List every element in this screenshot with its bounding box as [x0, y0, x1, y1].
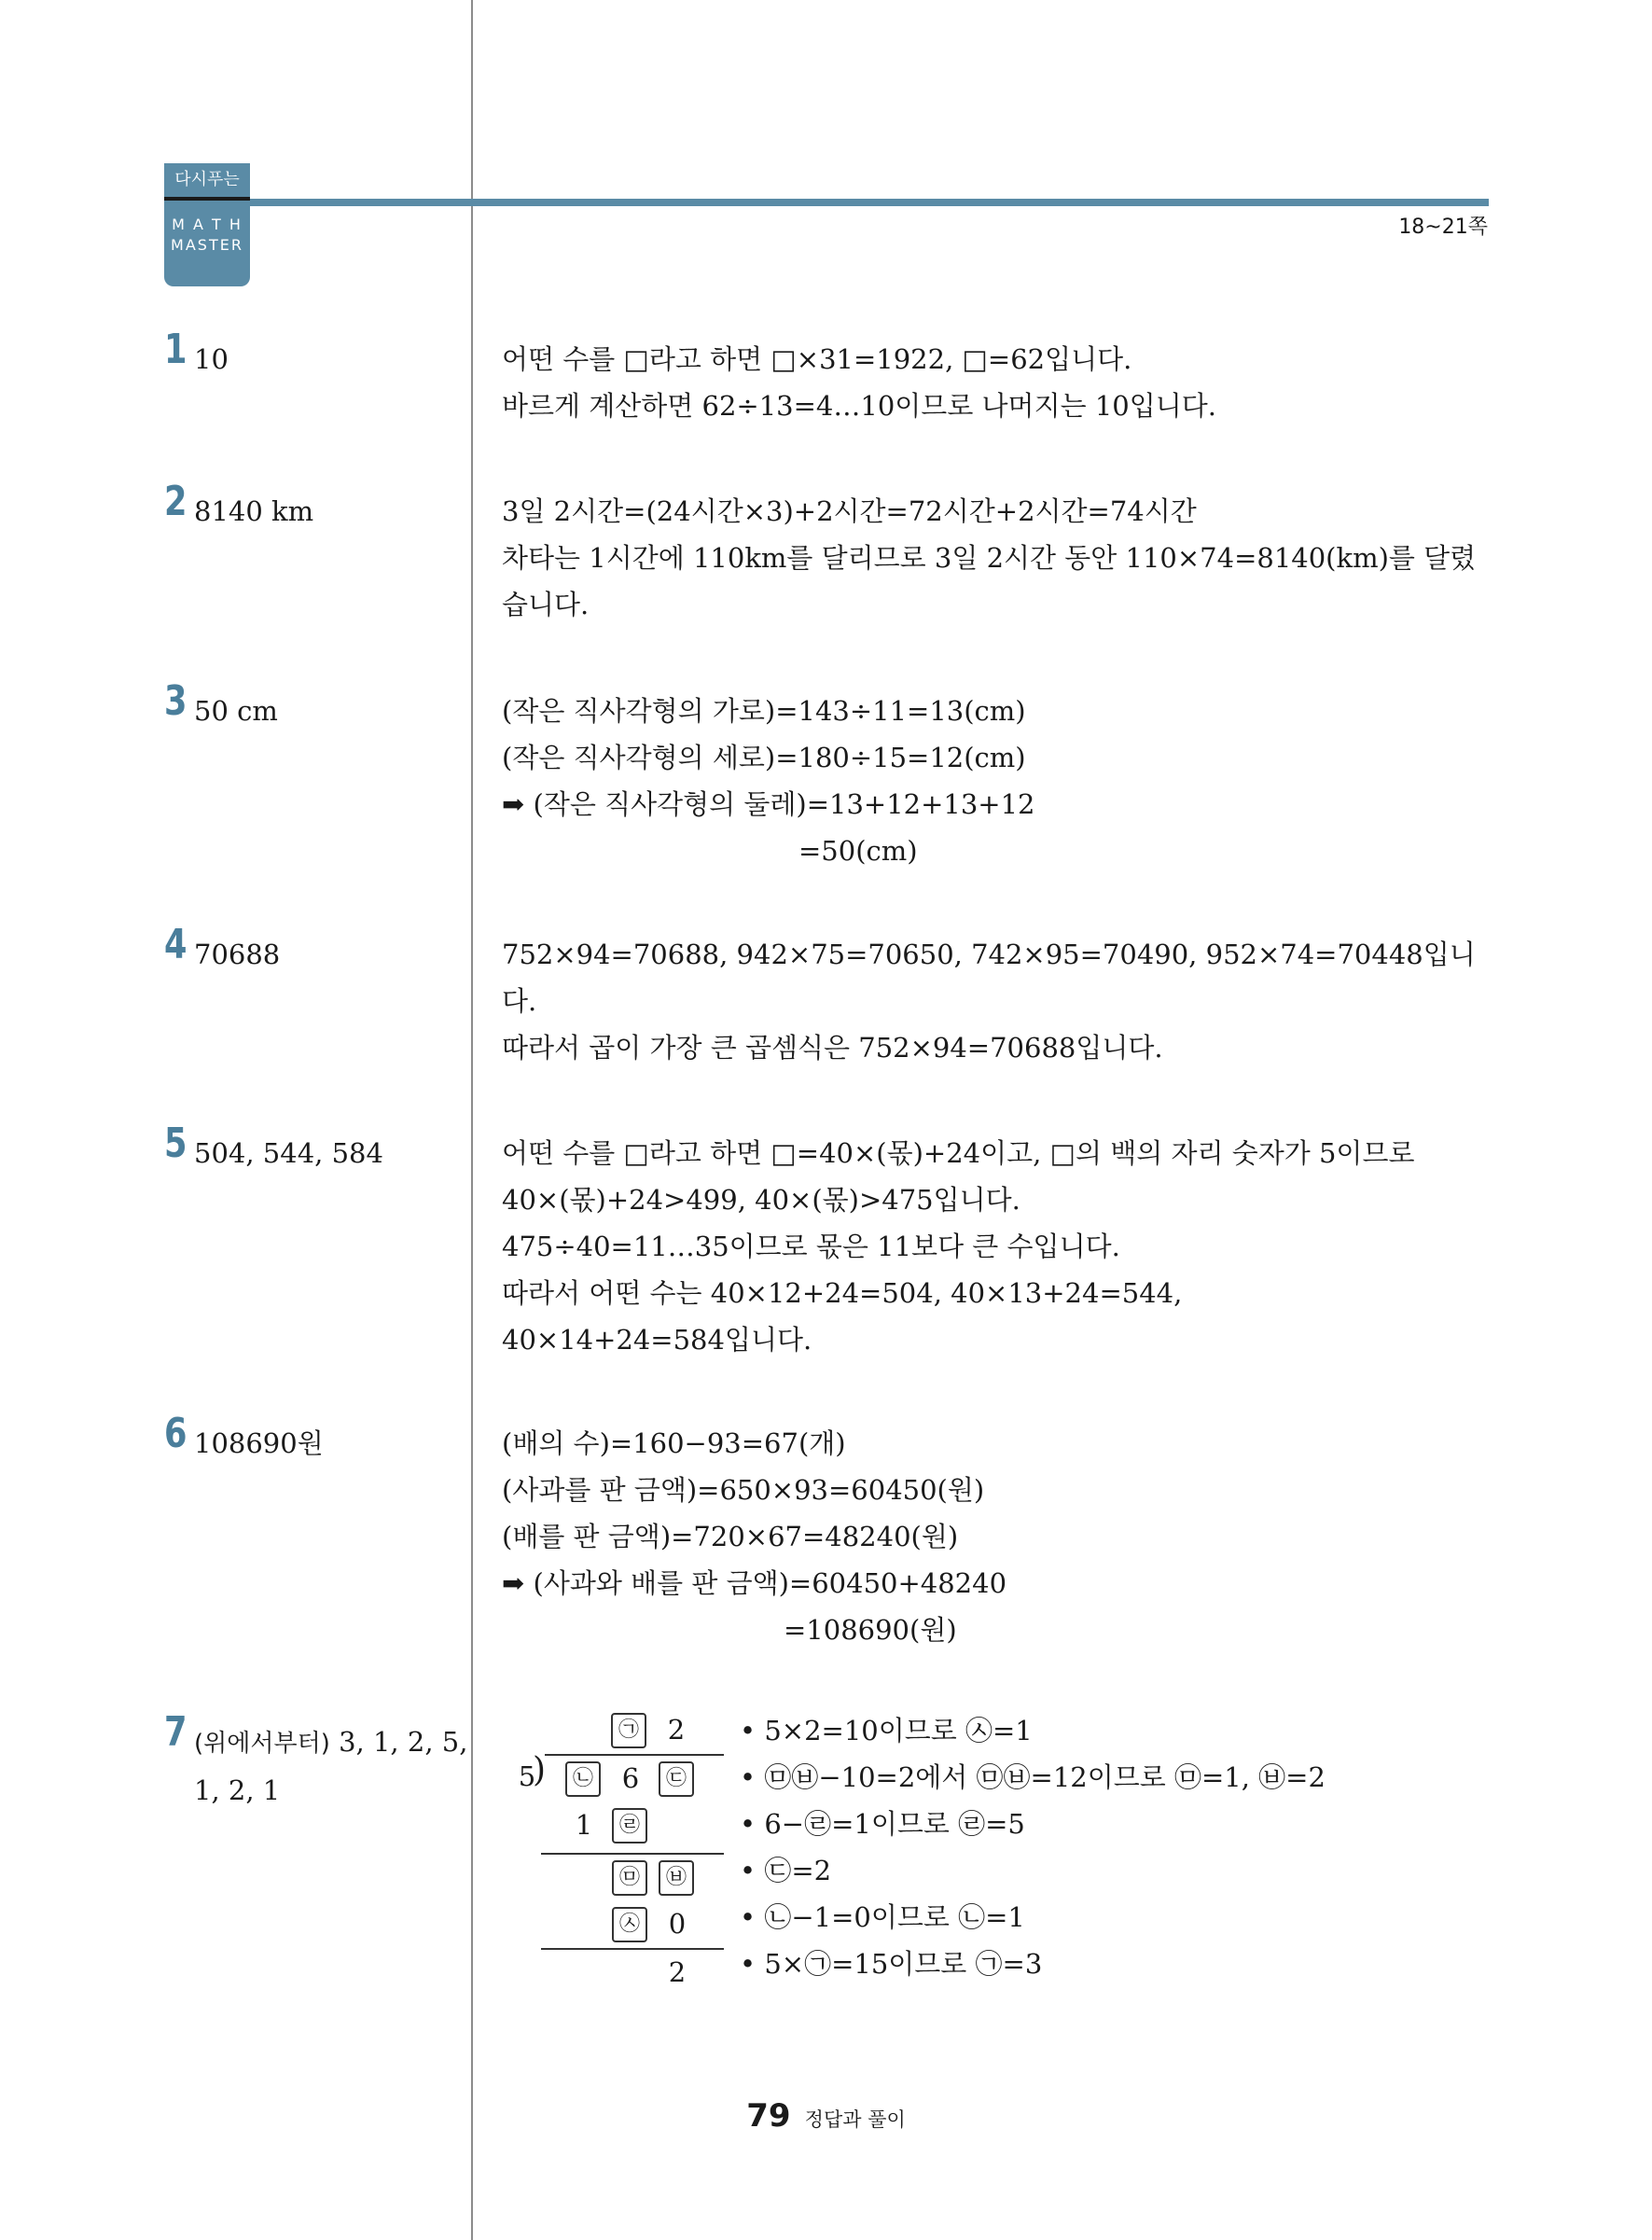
explanation-line: 따라서 곱이 가장 큰 곱셈식은 752×94=70688입니다. — [502, 1032, 1163, 1064]
explanation-line: (배의 수)=160−93=67(개) — [502, 1427, 846, 1459]
subtraction-line — [541, 1948, 724, 1950]
item-answer: 8140 km — [194, 495, 314, 527]
item-explanation — [502, 336, 1491, 429]
item-explanation — [502, 1130, 1491, 1363]
math-master-badge — [164, 206, 250, 286]
division-bracket: ) — [532, 1751, 547, 1789]
item-number: 1 — [164, 326, 187, 373]
long-division — [513, 1707, 728, 2006]
item-answer: 108690원 — [194, 1427, 324, 1459]
box-digit: ㉥ — [659, 1860, 694, 1896]
item-7-explanation — [740, 1707, 1326, 1987]
explanation-line: 차타는 1시간에 110km를 달리므로 3일 2시간 동안 110×74=8140(km)를 달렸습니다. — [502, 542, 1477, 620]
explanation-line: =50(cm) — [798, 835, 918, 867]
badge-divider — [164, 197, 250, 201]
explanation-line: 752×94=70688, 942×75=70650, 742×95=70490, 952×74=70448입니다. — [502, 939, 1476, 1017]
answer-values-2: 1, 2, 1 — [194, 1774, 281, 1806]
digit: 2 — [667, 1714, 686, 1746]
item-answer: 50 cm — [194, 695, 278, 727]
answer-values: 3, 1, 2, 5, — [339, 1726, 468, 1758]
explanation-line: 어떤 수를 □라고 하면 □=40×(몫)+24이고, □의 백의 자리 숫자가 5이므로 — [502, 1137, 1415, 1169]
digit: 1 — [575, 1809, 593, 1841]
divisor: 5 — [518, 1760, 536, 1792]
item-answer: 504, 544, 584 — [194, 1137, 383, 1169]
digit: 0 — [668, 1908, 687, 1940]
item-number: 5 — [164, 1120, 187, 1167]
badge-label: 다시푸는 — [164, 163, 250, 197]
badge-line-2: MASTER — [171, 236, 243, 254]
explanation-line: 40×(몫)+24>499, 40×(몫)>475입니다. — [502, 1184, 1020, 1216]
explanation-line: (배를 판 금액)=720×67=48240(원) — [502, 1521, 959, 1552]
explanation-line: 40×14+24=584입니다. — [502, 1324, 812, 1356]
bullet-line: • 5×㉠=15이므로 ㉠=3 — [740, 1948, 1043, 1980]
item-number: 4 — [164, 921, 187, 968]
explanation-line: ➡ (작은 직사각형의 둘레)=13+12+13+12 — [502, 788, 1035, 820]
explanation-line: (작은 직사각형의 가로)=143÷11=13(cm) — [502, 695, 1026, 727]
bullet-line: • 6−㉣=1이므로 ㉣=5 — [740, 1808, 1025, 1840]
bullet-line: • 5×2=10이므로 ㉦=1 — [740, 1715, 1033, 1746]
digit: 6 — [621, 1762, 640, 1794]
explanation-line: =108690(원) — [784, 1614, 957, 1646]
item-explanation — [502, 688, 1491, 874]
explanation-line: 어떤 수를 □라고 하면 □×31=1922, □=62입니다. — [502, 343, 1132, 375]
explanation-line: 따라서 어떤 수는 40×12+24=504, 40×13+24=544, — [502, 1277, 1183, 1309]
item-explanation — [502, 1420, 1491, 1653]
bullet-line: • ㉤㉥−10=2에서 ㉤㉥=12이므로 ㉤=1, ㉥=2 — [740, 1761, 1326, 1793]
remainder: 2 — [668, 1956, 687, 1988]
box-digit: ㉠ — [611, 1713, 646, 1748]
item-explanation — [502, 931, 1491, 1071]
box-digit: ㉣ — [612, 1808, 647, 1843]
bullet-line: • ㉢=2 — [740, 1855, 832, 1886]
item-explanation — [502, 488, 1491, 628]
explanation-line: (작은 직사각형의 세로)=180÷15=12(cm) — [502, 742, 1026, 773]
item-number: 6 — [164, 1410, 187, 1457]
footer-label: 정답과 풀이 — [804, 2108, 906, 2131]
explanation-line: 475÷40=11…35이므로 몫은 11보다 큰 수입니다. — [502, 1231, 1120, 1262]
subtraction-line — [541, 1853, 724, 1855]
explanation-line: 3일 2시간=(24시간×3)+2시간=72시간+2시간=74시간 — [502, 495, 1197, 527]
bullet-line: • ㉡−1=0이므로 ㉡=1 — [740, 1901, 1025, 1933]
item-number: 3 — [164, 677, 187, 725]
box-digit: ㉤ — [612, 1860, 647, 1896]
box-digit: ㉦ — [612, 1907, 647, 1942]
answer-prefix: (위에서부터) — [194, 1730, 330, 1758]
box-digit: ㉡ — [565, 1761, 601, 1797]
item-number: 2 — [164, 478, 187, 525]
item-number: 7 — [164, 1708, 187, 1756]
division-bar — [545, 1754, 724, 1756]
box-digit: ㉢ — [659, 1761, 694, 1797]
explanation-line: ➡ (사과와 배를 판 금액)=60450+48240 — [502, 1567, 1007, 1599]
item-answer — [194, 1718, 474, 1814]
explanation-line: 바르게 계산하면 62÷13=4…10이므로 나머지는 10입니다. — [502, 390, 1216, 422]
item-answer: 10 — [194, 343, 229, 375]
page-range: 18~21쪽 — [1398, 216, 1488, 239]
header-rule — [164, 199, 1489, 206]
page-number: 79 — [746, 2097, 791, 2135]
badge-line-1: M A T H — [172, 216, 243, 233]
page-footer — [0, 2097, 1652, 2135]
item-answer: 70688 — [194, 939, 281, 970]
explanation-line: (사과를 판 금액)=650×93=60450(원) — [502, 1474, 985, 1506]
